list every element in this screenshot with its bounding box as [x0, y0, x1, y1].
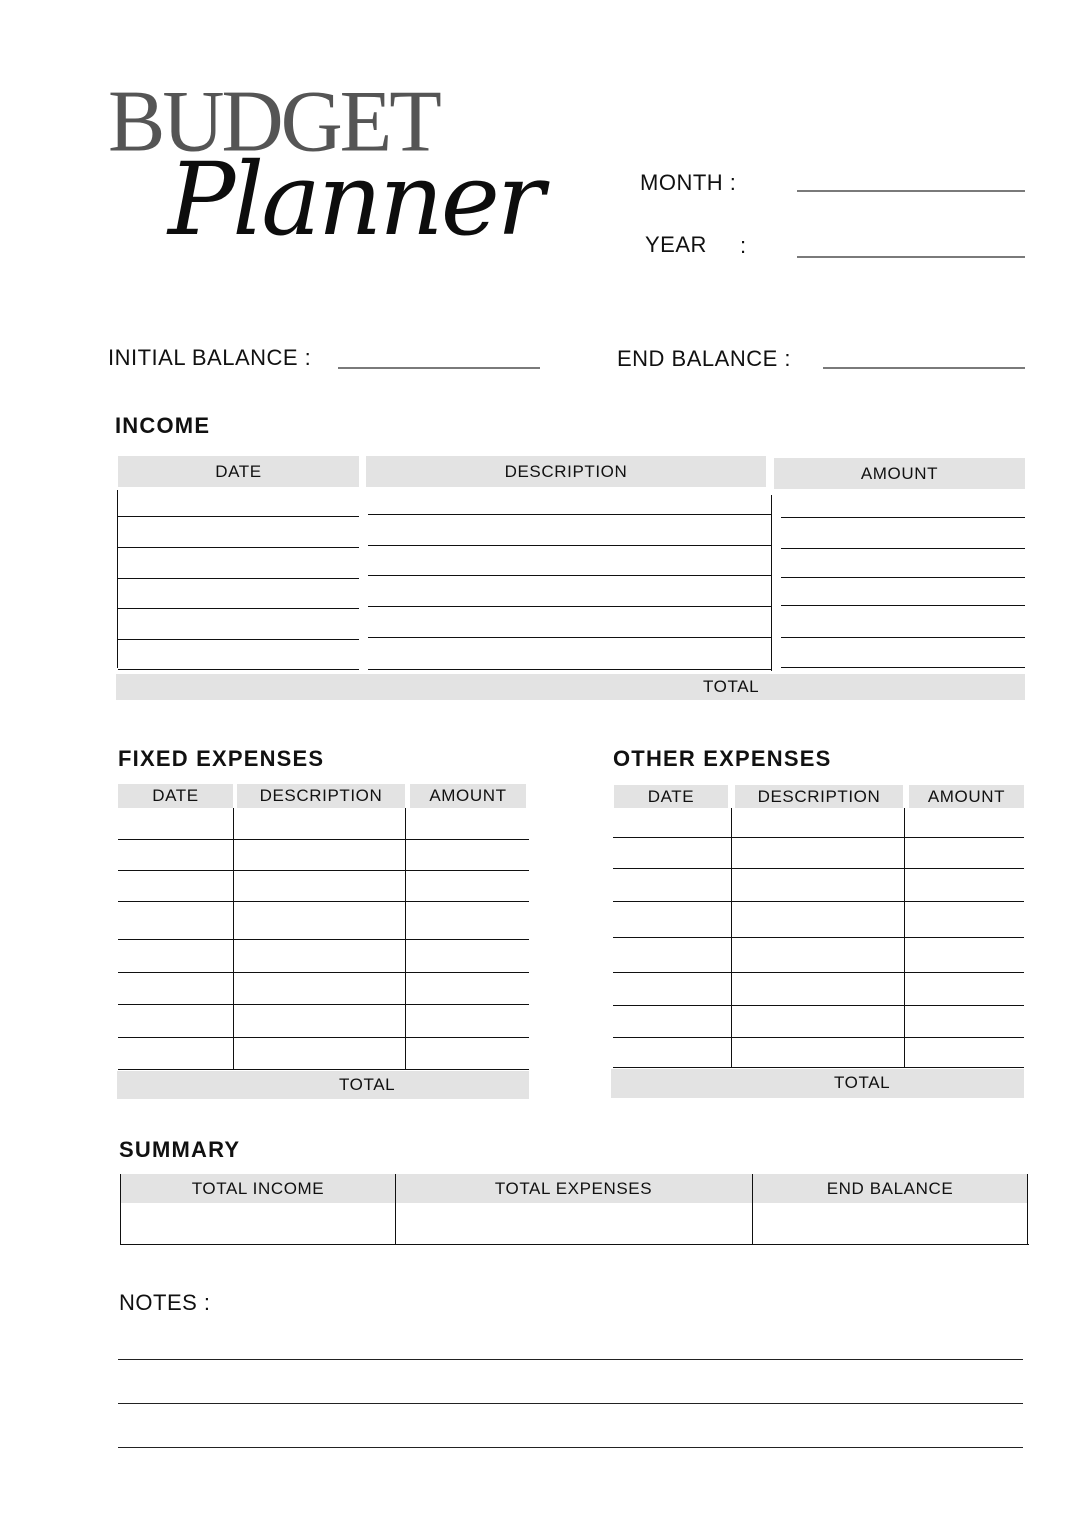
other-header-date: DATE	[614, 785, 728, 808]
fixed-header-amount: AMOUNT	[410, 784, 526, 808]
other-total-label: TOTAL	[834, 1073, 891, 1092]
year-field[interactable]	[797, 256, 1025, 258]
fixed-row-line	[118, 1037, 529, 1038]
summary-border	[752, 1174, 753, 1245]
income-row-line	[368, 606, 771, 607]
fixed-row-line	[118, 839, 529, 840]
income-row-line	[781, 517, 1025, 518]
other-row-line	[613, 1005, 1024, 1006]
summary-header-end-balance: END BALANCE	[826, 1178, 954, 1198]
income-row-line	[781, 667, 1025, 668]
other-row-line	[613, 937, 1024, 938]
income-row-line	[368, 669, 771, 670]
other-total-bar	[611, 1069, 1024, 1098]
fixed-header-date: DATE	[118, 784, 233, 808]
notes-line[interactable]	[118, 1359, 1023, 1360]
income-header-description: DESCRIPTION	[366, 456, 766, 487]
fixed-row-line	[118, 972, 529, 973]
fixed-row-line	[118, 939, 529, 940]
summary-header-total-income: TOTAL INCOME	[191, 1178, 325, 1198]
title-budget: BUDGET	[108, 72, 439, 170]
income-row-line	[118, 608, 359, 609]
income-row-line	[118, 639, 359, 640]
notes-line[interactable]	[118, 1403, 1023, 1404]
income-title: INCOME	[115, 413, 211, 438]
month-label: MONTH :	[640, 170, 737, 195]
other-row-line	[613, 837, 1024, 838]
other-col-divider	[904, 808, 905, 1068]
other-row-line	[613, 1067, 1024, 1068]
fixed-total-label: TOTAL	[339, 1075, 396, 1094]
other-expenses-title: OTHER EXPENSES	[613, 746, 832, 771]
month-field[interactable]	[797, 190, 1025, 192]
other-header-amount: AMOUNT	[909, 785, 1024, 808]
end-balance-label: END BALANCE :	[617, 346, 791, 371]
summary-border	[395, 1174, 396, 1245]
initial-balance-field[interactable]	[338, 367, 540, 369]
title-planner: Planner	[168, 141, 542, 258]
year-colon: :	[740, 233, 747, 258]
income-row-line	[118, 578, 359, 579]
income-row-line	[368, 514, 771, 515]
income-row-line	[781, 548, 1025, 549]
income-row-line	[368, 575, 771, 576]
income-row-line	[781, 577, 1025, 578]
fixed-total-bar	[117, 1071, 529, 1099]
summary-title: SUMMARY	[119, 1137, 241, 1162]
other-header-description: DESCRIPTION	[735, 785, 903, 808]
summary-border	[1027, 1174, 1028, 1245]
income-row-line	[118, 547, 359, 548]
income-divider	[771, 495, 772, 671]
year-label: YEAR	[645, 232, 707, 257]
other-row-line	[613, 901, 1024, 902]
fixed-row-line	[118, 870, 529, 871]
summary-border	[120, 1174, 121, 1245]
fixed-row-line	[118, 901, 529, 902]
income-header-date: DATE	[118, 456, 359, 487]
other-row-line	[613, 972, 1024, 973]
summary-header-total-expenses: TOTAL EXPENSES	[494, 1178, 653, 1198]
income-total-bar	[116, 674, 1025, 700]
notes-label: NOTES :	[119, 1290, 211, 1315]
fixed-header-description: DESCRIPTION	[237, 784, 405, 808]
income-row-line	[781, 605, 1025, 606]
initial-balance-label: INITIAL BALANCE :	[108, 345, 312, 370]
end-balance-field[interactable]	[823, 367, 1025, 369]
other-col-divider	[731, 808, 732, 1068]
summary-bottom-border	[120, 1244, 1029, 1245]
income-row-line	[368, 637, 771, 638]
fixed-row-line	[118, 1069, 529, 1070]
fixed-row-line	[118, 1004, 529, 1005]
income-total-label: TOTAL	[703, 677, 760, 696]
income-row-line	[118, 516, 359, 517]
fixed-expenses-title: FIXED EXPENSES	[118, 746, 325, 771]
other-row-line	[613, 1037, 1024, 1038]
income-row-line	[368, 545, 771, 546]
other-row-line	[613, 868, 1024, 869]
income-row-line	[118, 669, 359, 670]
income-row-line	[781, 637, 1025, 638]
income-header-amount: AMOUNT	[774, 458, 1025, 489]
notes-line[interactable]	[118, 1447, 1023, 1448]
